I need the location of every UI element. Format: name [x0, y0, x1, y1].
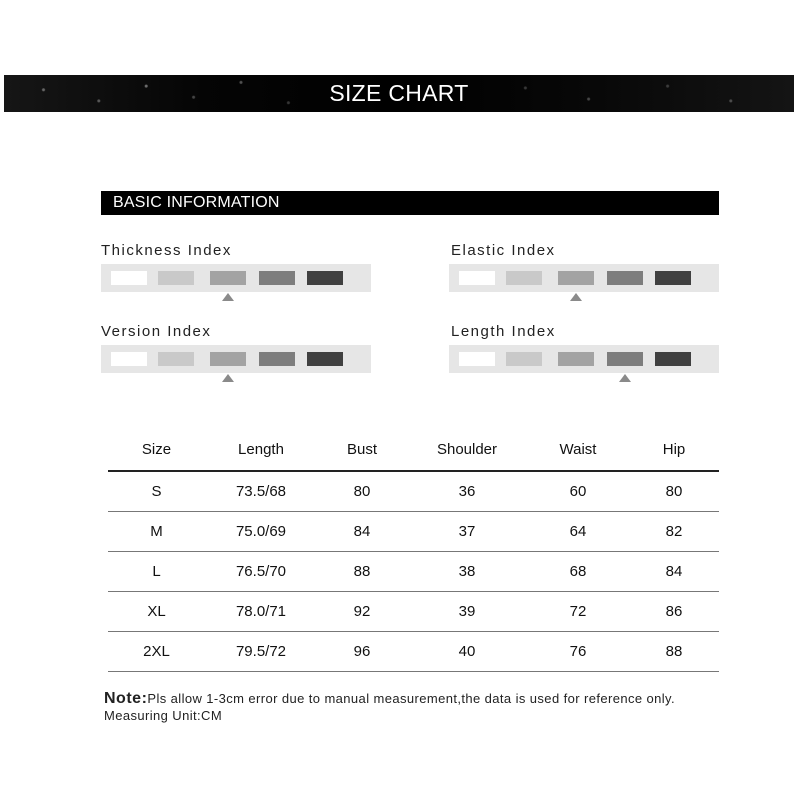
index-level-swatch	[558, 352, 594, 366]
index-level-swatch	[506, 352, 542, 366]
cell-length: 76.5/70	[205, 552, 317, 592]
index-level-swatch	[655, 352, 691, 366]
cell-length: 78.0/71	[205, 592, 317, 632]
cell-bust: 80	[317, 471, 407, 512]
cell-size: XL	[108, 592, 205, 632]
cell-size: S	[108, 471, 205, 512]
basic-information-header	[101, 191, 719, 215]
length-index-label: Length Index	[451, 323, 556, 340]
header-waist: Waist	[527, 428, 629, 471]
index-level-swatch	[459, 271, 495, 285]
table-row	[108, 632, 719, 672]
index-level-swatch	[607, 352, 643, 366]
cell-waist: 64	[527, 512, 629, 552]
cell-waist: 68	[527, 552, 629, 592]
cell-hip: 82	[629, 512, 719, 552]
cell-shoulder: 38	[407, 552, 527, 592]
cell-bust: 88	[317, 552, 407, 592]
cell-hip: 84	[629, 552, 719, 592]
index-level-swatch	[558, 271, 594, 285]
index-level-swatch	[259, 352, 295, 366]
cell-length: 75.0/69	[205, 512, 317, 552]
cell-hip: 88	[629, 632, 719, 672]
index-level-swatch	[210, 271, 246, 285]
cell-length: 73.5/68	[205, 471, 317, 512]
cell-length: 79.5/72	[205, 632, 317, 672]
note-label: Note	[104, 690, 142, 707]
index-level-swatch	[307, 271, 343, 285]
index-marker-icon	[222, 374, 234, 382]
cell-bust: 96	[317, 632, 407, 672]
elastic-index-bar	[449, 264, 719, 292]
index-level-swatch	[259, 271, 295, 285]
table-row	[108, 512, 719, 552]
measuring-unit: Measuring Unit:CM	[104, 708, 223, 723]
note	[104, 690, 794, 724]
index-level-swatch	[506, 271, 542, 285]
index-marker-icon	[570, 293, 582, 301]
index-level-swatch	[459, 352, 495, 366]
table-header-row	[108, 428, 719, 471]
cell-waist: 60	[527, 471, 629, 512]
header-size: Size	[108, 428, 205, 471]
cell-hip: 80	[629, 471, 719, 512]
table-row	[108, 592, 719, 632]
cell-bust: 92	[317, 592, 407, 632]
length-index-bar	[449, 345, 719, 373]
table-row	[108, 471, 719, 512]
index-level-swatch	[158, 352, 194, 366]
header-bust: Bust	[317, 428, 407, 471]
index-level-swatch	[307, 352, 343, 366]
cell-shoulder: 39	[407, 592, 527, 632]
thickness-index-bar	[101, 264, 371, 292]
note-text: Pls allow 1-3cm error due to manual measurement,the data is used for reference only.	[147, 691, 675, 706]
cell-shoulder: 40	[407, 632, 527, 672]
size-table	[108, 428, 719, 672]
cell-waist: 72	[527, 592, 629, 632]
cell-shoulder: 37	[407, 512, 527, 552]
index-marker-icon	[222, 293, 234, 301]
index-level-swatch	[111, 352, 147, 366]
index-level-swatch	[607, 271, 643, 285]
header-hip: Hip	[629, 428, 719, 471]
cell-size: 2XL	[108, 632, 205, 672]
cell-shoulder: 36	[407, 471, 527, 512]
index-level-swatch	[210, 352, 246, 366]
index-marker-icon	[619, 374, 631, 382]
version-index-bar	[101, 345, 371, 373]
index-level-swatch	[158, 271, 194, 285]
cell-waist: 76	[527, 632, 629, 672]
thickness-index-label: Thickness Index	[101, 242, 232, 259]
elastic-index-label: Elastic Index	[451, 242, 556, 259]
note-separator: :	[141, 690, 148, 707]
cell-size: L	[108, 552, 205, 592]
cell-bust: 84	[317, 512, 407, 552]
index-level-swatch	[655, 271, 691, 285]
table-row	[108, 552, 719, 592]
banner-title: SIZE CHART	[329, 80, 469, 106]
header-shoulder: Shoulder	[407, 428, 527, 471]
section-title: BASIC INFORMATION	[113, 194, 280, 211]
version-index-label: Version Index	[101, 323, 212, 340]
header-length: Length	[205, 428, 317, 471]
size-chart-banner	[4, 75, 794, 112]
index-level-swatch	[111, 271, 147, 285]
cell-size: M	[108, 512, 205, 552]
cell-hip: 86	[629, 592, 719, 632]
